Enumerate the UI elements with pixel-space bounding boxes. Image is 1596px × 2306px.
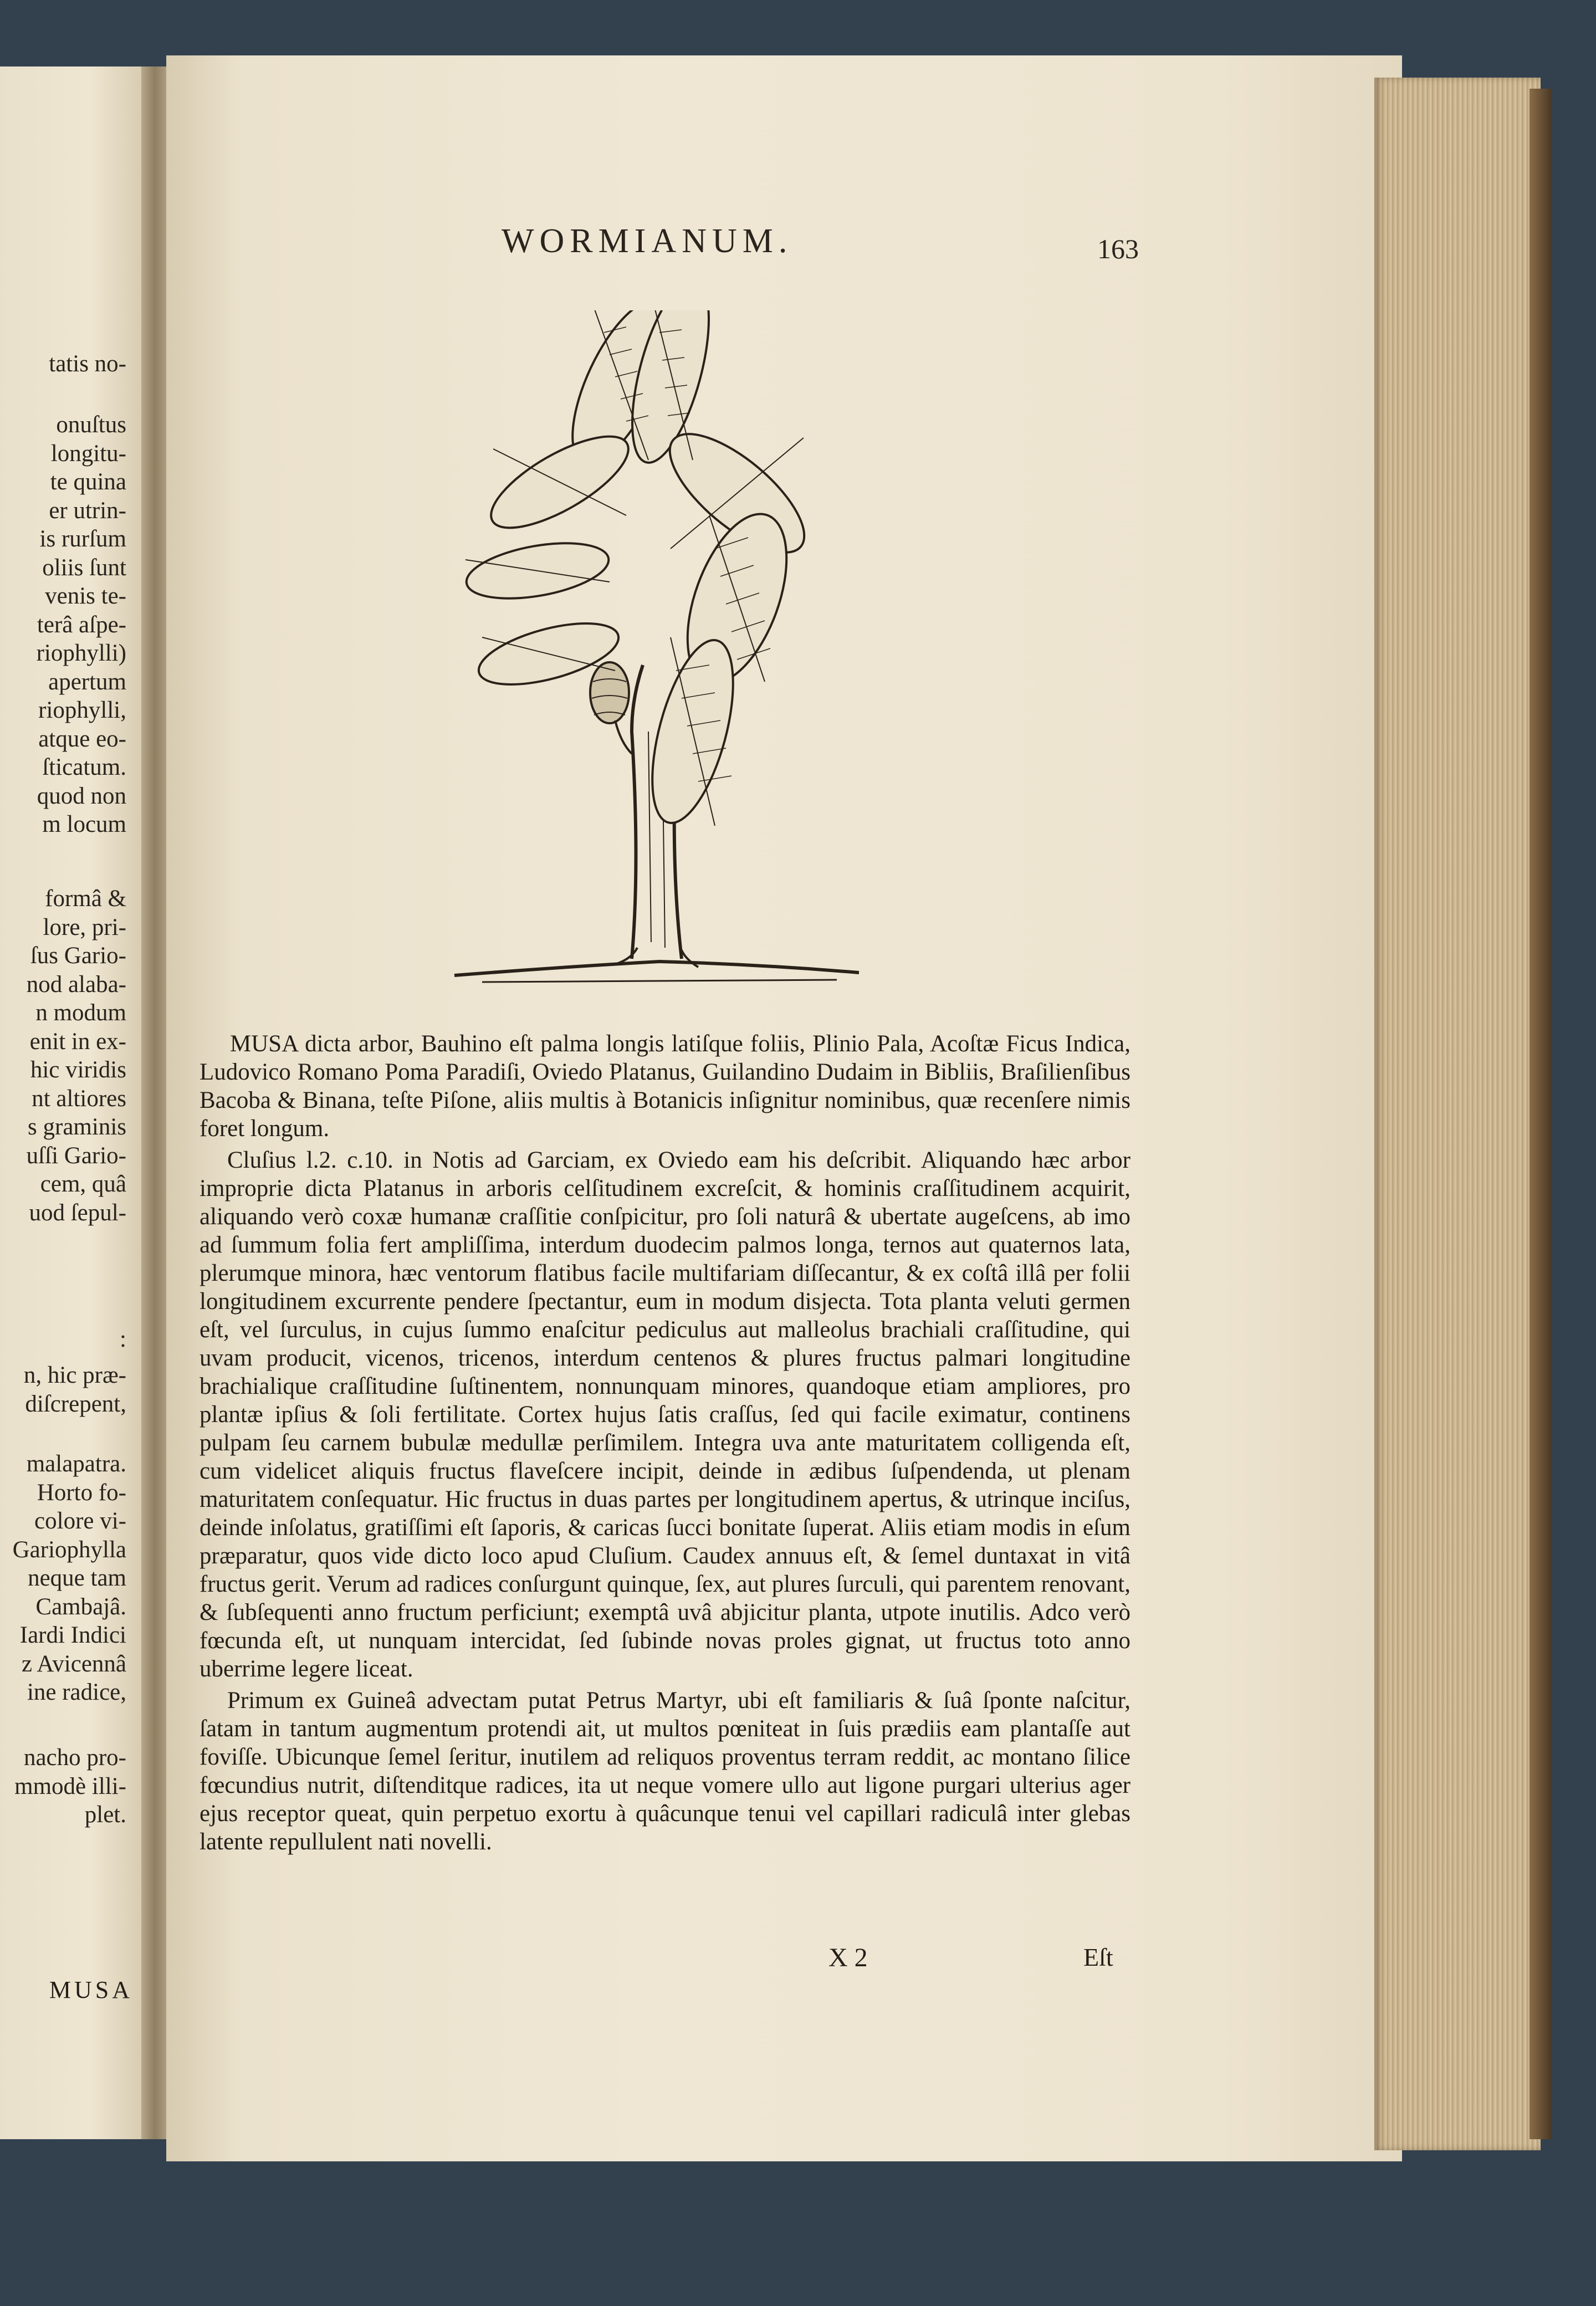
- verso-line: Horto fo-: [37, 1479, 126, 1506]
- verso-catchword: MUSA: [49, 1976, 133, 2003]
- verso-line: nacho pro-: [23, 1745, 126, 1771]
- verso-line: hic viridis: [30, 1057, 126, 1083]
- page-edges: [1374, 78, 1541, 2150]
- verso-line: apertum: [48, 668, 126, 695]
- running-head: WORMIANUM.: [502, 222, 793, 260]
- verso-line: oliis ſunt: [42, 554, 126, 581]
- verso-line: tatis no-: [49, 351, 126, 377]
- verso-line: :: [120, 1326, 126, 1352]
- verso-line: venis te-: [45, 583, 126, 609]
- verso-line: Iardi Indici: [19, 1622, 126, 1648]
- paragraph-guinea-origin: Primum ex Guineâ advectam putat Petrus Martyr, ubi eſt familiaris & ſuâ ſponte naſcitur, ſatam in tantum augmentum protendi ait, ut multos pœniteat in ſuis prædiis eam plantaſſe aut foviſſe. Ubicunque ſemel ſeritur, inutilem ad reliquos proventus terram reddit, ac montano ſilice fœcundius nutrit, diſtenditque radices, ita ut neque vomere ullo aut ligone purgari ulterius ager ejus receptor queat, quin perpetuo exortu à quâcunque tenui vel capillari radiculâ inter glebas latente repullulent nati novelli.: [200, 1688, 1130, 1855]
- verso-line: plet.: [84, 1802, 126, 1828]
- verso-line: lore, pri-: [43, 914, 126, 940]
- book-cover-edge: [1530, 89, 1552, 2139]
- verso-line: m locum: [42, 811, 126, 837]
- verso-line: atque eo-: [38, 725, 126, 752]
- verso-line: n, hic præ-: [23, 1362, 126, 1388]
- verso-line: enit in ex-: [29, 1028, 126, 1055]
- main-text: [200, 1030, 1130, 1859]
- verso-line: uod ſepul-: [29, 1199, 126, 1226]
- verso-line: longitu-: [50, 440, 126, 467]
- verso-line: formâ &: [45, 886, 126, 912]
- verso-line: er utrin-: [49, 497, 126, 524]
- verso-line: z Avicennâ: [21, 1650, 126, 1677]
- verso-page: [0, 67, 150, 2139]
- verso-line: diſcrepent,: [25, 1390, 126, 1417]
- verso-line: ſticatum.: [42, 754, 126, 780]
- verso-line: s graminis: [28, 1114, 126, 1140]
- verso-line: riophylli,: [38, 697, 126, 723]
- paragraph-clusius-description: Cluſius l.2. c.10. in Notis ad Garciam, ex Oviedo eam his deſcribit. Aliquando hæc arbor improprie dicta Platanus in arboris celſitudinem excreſcit, & hominis craſſitudinem acquirit, aliquando verò coxæ humanæ craſſitie conſpicitur, pro ſoli naturâ & ubertate augeſcens, ab imo ad ſummum folia fert ampliſſima, interdum duodecim palmos longa, ternos aut quaternos lata, plerumque minora, hæc ventorum flatibus facile multifariam diſſecantur, & ex coſtâ illâ per folii longitudinem excurrente pendere ſpectantur, eum in modum disjecta. Tota planta veluti germen eſt, vel ſurculus, in cujus ſummo enaſcitur pediculus aut malleolus brachiali craſſitudine, qui uvam producit, vicenos, tricenos, interdum centenos & plures fructus palmari longitudine brachialique craſſitudine ſuſtinentem, nonnunquam minores, quandoque etiam ampliores, pro plantæ ipſius & ſoli fertilitate. Cortex hujus ſatis craſſus, ſed qui facile eximatur, continens pulpam ſeu carnem bubulæ medullæ perſimilem. Integra uva ante maturitatem colligenda eſt, cum videlicet aliquis fructus flaveſcere incipit, deinde in ædibus ſuſpendenda, ut plenam maturitatem conſequatur. Hic fructus in duas partes per longitudinem apertus, & utrinque inciſus, deinde inſolatus, gratiſſimi eſt ſaporis, & caricas ſucci bonitate ſuperat. Aliis etiam modis in eſum præparatur, quos vide dicto loco apud Cluſium. Caudex annuus eſt, & ſemel duntaxat in vitâ fructus gerit. Verum ad radices conſurgunt quinque, ſex, aut plures ſurculi, qui parentem renovant, & ſubſequenti anno fructum perficiunt; exemptâ uvâ abjicitur planta, utpote inutilis. Adco verò fœcunda eſt, ut nunquam intercidat, ſed ſubinde novas proles gignat, ut fructus toto anno uberrime legere liceat.: [200, 1147, 1130, 1682]
- verso-line: terâ aſpe-: [37, 611, 126, 638]
- page-number: 163: [1097, 233, 1139, 264]
- catchword: Eſt: [1083, 1943, 1113, 1971]
- verso-line: ſus Gario-: [30, 943, 126, 969]
- verso-line: onuſtus: [56, 412, 126, 438]
- signature-mark: X 2: [828, 1943, 868, 1972]
- verso-line: te quina: [50, 469, 126, 495]
- verso-line: cem, quâ: [40, 1171, 126, 1197]
- verso-line: uſſi Gario-: [26, 1142, 126, 1169]
- verso-line: malapatra.: [26, 1451, 126, 1477]
- verso-line: nt altiores: [32, 1085, 126, 1112]
- verso-line: n modum: [35, 1000, 126, 1026]
- verso-line: nod alaba-: [26, 971, 126, 998]
- paragraph-musa-names: MUSA dicta arbor, Bauhino eſt palma longis latiſque foliis, Plinio Pala, Acoſtæ Ficus Indica, Ludovico Romano Poma Paradiſi, Oviedo Platanus, Guilandino Dudaim in Bibliis, Braſilienſibus Bacoba & Binana, teſte Piſone, aliis multis à Botanicis inſignitur nominibus, quæ recenſere nimis foret longum.: [200, 1031, 1130, 1142]
- verso-line: mmodè illi-: [14, 1773, 126, 1799]
- banana-plant-woodcut: [449, 310, 870, 992]
- verso-line: colore vi-: [34, 1508, 126, 1534]
- verso-line: ine radice,: [27, 1679, 126, 1705]
- verso-line: is rurſum: [39, 526, 126, 552]
- verso-line: Gariophylla: [12, 1536, 126, 1563]
- verso-line: Cambajâ.: [35, 1593, 126, 1620]
- verso-line: riophylli): [36, 640, 126, 666]
- verso-line: neque tam: [28, 1565, 126, 1591]
- verso-line: quod non: [37, 783, 126, 809]
